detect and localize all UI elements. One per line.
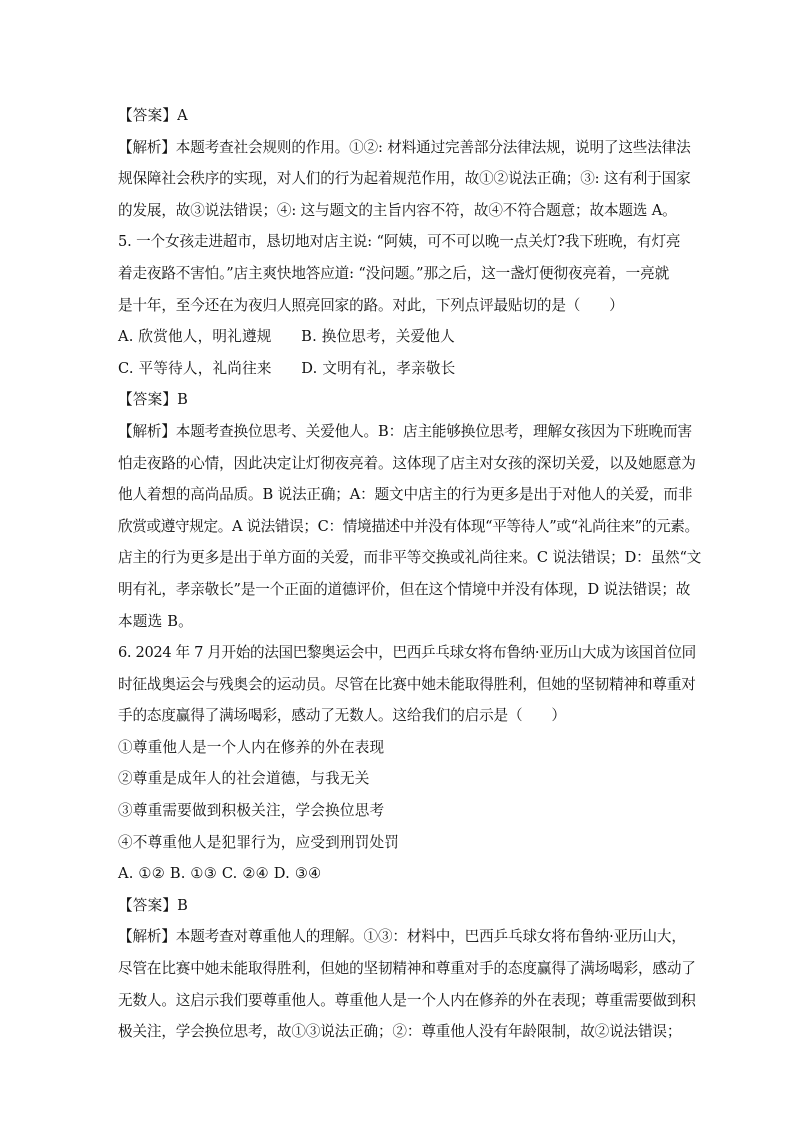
analysis-q5-line-7: 本题选 B。 <box>118 612 193 630</box>
analysis-q5-line-4: 欣赏或遵守规定。A 说法错误；C：情境描述中并没有体现“平等待人”或“礼尚往来”的元素。 <box>118 517 699 535</box>
question-5-options-ab: A. 欣赏他人，明礼遵规 B. 换位思考，关爱他人 <box>118 328 455 346</box>
analysis-q6-line-1: 【解析】本题考查对尊重他人的理解。①③：材料中，巴西乒乓球女将布鲁纳·亚历山大， <box>118 928 686 946</box>
question-6-stem-line-3: 手的态度赢得了满场喝彩，感动了无数人。这给我们的启示是（ ） <box>118 707 566 725</box>
question-6-options: A. ①② B. ①③ C. ②④ D. ③④ <box>118 865 322 883</box>
analysis-q5-line-6: 明有礼，孝亲敬长”是一个正面的道德评价，但在这个情境中并没有体现，D 说法错误；故 <box>118 580 691 598</box>
question-6-statement-2: ②尊重是成年人的社会道德，与我无关 <box>118 770 370 788</box>
analysis-q6-line-2: 尽管在比赛中她未能取得胜利，但她的坚韧精神和尊重对手的态度赢得了满场喝彩，感动了 <box>118 960 696 978</box>
question-6-statement-4: ④不尊重他人是犯罪行为，应受到刑罚处罚 <box>118 833 400 851</box>
analysis-q5-line-2: 怕走夜路的心情，因此决定让灯彻夜亮着。这体现了店主对女孩的深切关爱，以及她愿意为 <box>118 454 696 472</box>
analysis-q4-line-3: 的发展，故③说法错误；④: 这与题文的主旨内容不符，故④不符合题意；故本题选 A。 <box>118 201 677 219</box>
analysis-q5-line-3: 他人着想的高尚品质。B 说法正确；A：题文中店主的行为更多是出于对他人的关爱，而非 <box>118 486 693 504</box>
answer-label-q6: 【答案】B <box>118 896 189 914</box>
question-6-stem-line-2: 时征战奥运会与残奥会的运动员。尽管在比赛中她未能取得胜利，但她的坚韧精神和尊重对 <box>118 675 696 693</box>
answer-label-q5: 【答案】B <box>118 391 189 409</box>
question-6-statement-1: ①尊重他人是一个人内在修养的外在表现 <box>118 738 385 756</box>
answer-label-q4: 【答案】A <box>118 107 188 124</box>
question-6-statement-3: ③尊重需要做到积极关注，学会换位思考 <box>118 802 385 820</box>
analysis-q6-line-4: 极关注，学会换位思考，故①③说法正确；②：尊重他人没有年龄限制，故②说法错误； <box>118 1023 682 1041</box>
analysis-q4-line-2: 规保障社会秩序的实现，对人们的行为起着规范作用，故①②说法正确；③: 这有利于国家 <box>118 170 691 188</box>
analysis-q5-line-5: 店主的行为更多是出于单方面的关爱，而非平等交换或礼尚往来。C 说法错误；D：虽然“文 <box>118 549 702 567</box>
question-5-options-cd: C. 平等待人，礼尚往来 D. 文明有礼，孝亲敬长 <box>118 359 456 377</box>
document-page <box>118 100 702 1048</box>
analysis-q6-line-3: 无数人。这启示我们要尊重他人。尊重他人是一个人内在修养的外在表现；尊重需要做到积 <box>118 991 696 1009</box>
question-5-stem-line-3: 是十年，至今还在为夜归人照亮回家的路。对此，下列点评最贴切的是（ ） <box>118 296 624 314</box>
question-5-stem-line-1: 5. 一个女孩走进超市，恳切地对店主说: “阿姨，可不可以晚一点关灯?我下班晚，有灯亮 <box>118 233 681 251</box>
question-5-stem-line-2: 着走夜路不害怕。”店主爽快地答应道: “没问题。”那之后，这一盏灯便彻夜亮着，一亮就 <box>118 264 670 282</box>
analysis-q5-line-1: 【解析】本题考查换位思考、关爱他人。B：店主能够换位思考，理解女孩因为下班晚而害 <box>118 422 692 440</box>
question-6-stem-line-1: 6. 2024 年 7 月开始的法国巴黎奥运会中，巴西乒乓球女将布鲁纳·亚历山大成为该国首位同 <box>118 644 696 662</box>
analysis-q4-line-1: 【解析】本题考查社会规则的作用。①②: 材料通过完善部分法律法规，说明了这些法律法 <box>118 138 691 156</box>
